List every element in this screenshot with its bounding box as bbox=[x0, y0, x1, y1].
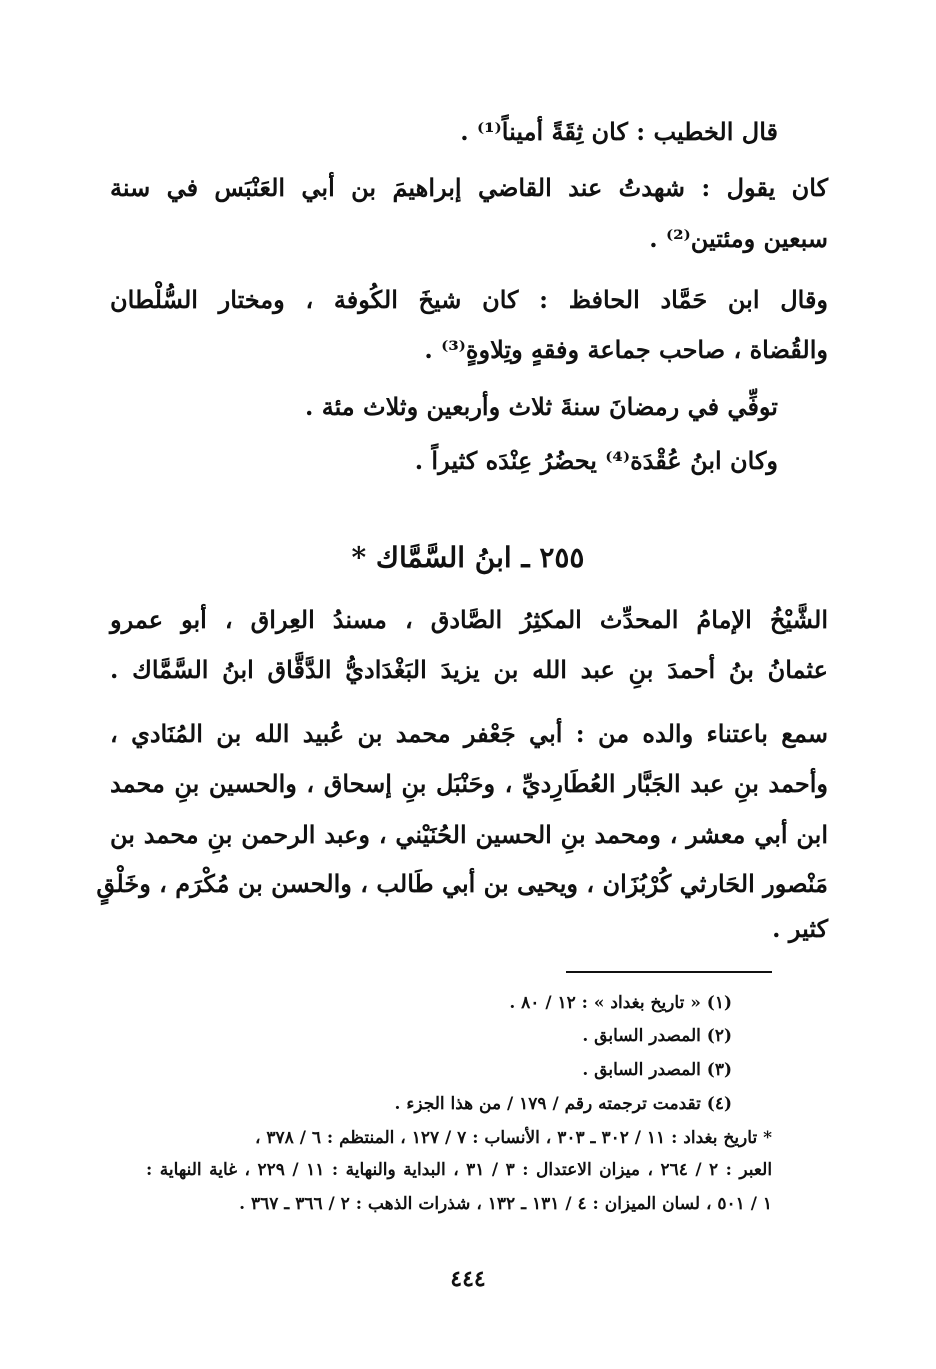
entry-heading: ٢٥٥ ـ ابنُ السَّمَّاك * bbox=[351, 541, 585, 574]
entry-line-5: ابن أبي معشر ، ومحمد بنِ الحسين الحُنَيْني ، وعبد الرحمن بنِ محمد بن bbox=[110, 820, 829, 849]
entry-line-1: الشَّيْخُ الإمامُ المحدِّث المكثِرُ الصَّادق ، مسندُ العِراق ، أبو عمرو bbox=[110, 605, 828, 634]
footnote-4: (٤) تقدمت ترجمته رقم / ١٧٩ / من هذا الجزء . bbox=[394, 1094, 732, 1114]
sources-line-2: العبر : ٢ / ٢٦٤ ، ميزان الاعتدال : ٣ / ٣١ ، البداية والنهاية : ١١ / ٢٢٩ ، غاية النهاية : bbox=[146, 1160, 773, 1180]
body-line-7: وكان ابنُ عُقْدَة⁽⁴⁾ يحضُرُ عِنْدَه كثيراً . bbox=[414, 446, 778, 475]
sources-line-3: ١ / ٥٠١ ، لسان الميزان : ٤ / ١٣١ ـ ١٣٢ ، شذرات الذهب : ٢ / ٣٦٦ ـ ٣٦٧ . bbox=[239, 1194, 772, 1214]
entry-line-6: مَنْصور الحَارثي كُرْبُزَان ، ويحيى بن أبي طَالب ، والحسن بن مُكْرَم ، وخَلْقٍ bbox=[96, 869, 828, 898]
body-line-2: كان يقول : شهدتُ عند القاضي إبراهيمَ بن أبي العَنْبَس في سنة bbox=[110, 173, 828, 202]
body-line-1: قال الخطيب : كان ثِقَةً أميناً⁽¹⁾ . bbox=[460, 117, 778, 146]
sources-line-1: * تاريخ بغداد : ١١ / ٣٠٢ ـ ٣٠٣ ، الأنساب : ٧ / ١٢٧ ، المنتظم : ٦ / ٣٧٨ ، bbox=[255, 1128, 772, 1148]
entry-line-3: سمع باعتناء والده من : أبي جَعْفر محمد بن عُبيد الله بن المُنَادي ، bbox=[110, 719, 828, 748]
footnote-2: (٢) المصدر السابق . bbox=[582, 1026, 732, 1046]
page-number: ٤٤٤ bbox=[450, 1266, 486, 1292]
footnote-separator bbox=[566, 971, 772, 973]
footnote-1: (١) « تاريخ بغداد » : ١٢ / ٨٠ . bbox=[509, 993, 732, 1013]
body-line-3: سبعين ومئتين⁽²⁾ . bbox=[649, 224, 828, 253]
entry-line-7: كثير . bbox=[772, 914, 828, 943]
entry-line-4: وأحمد بنِ عبد الجَبَّار العُطَارِديِّ ، وحَنْبَل بنِ إسحاق ، والحسين بنِ محمد bbox=[110, 769, 828, 798]
body-line-4: وقال ابن حَمَّاد الحافظ : كان شيخَ الكُوفة ، ومختار السُّلْطان bbox=[110, 285, 828, 314]
footnote-3: (٣) المصدر السابق . bbox=[582, 1060, 732, 1080]
entry-line-2: عثمانُ بنُ أحمدَ بنِ عبد الله بن يزيدَ البَغْدَاديُّ الدَّقَّاق ابنُ السَّمَّاك . bbox=[110, 655, 828, 684]
body-line-6: توفِّي في رمضانَ سنةَ ثلاث وأربعين وثلاث مئة . bbox=[304, 392, 778, 421]
body-line-5: والقُضاة ، صاحب جماعة وفقهٍ وتِلاوةٍ⁽³⁾ . bbox=[424, 335, 828, 364]
